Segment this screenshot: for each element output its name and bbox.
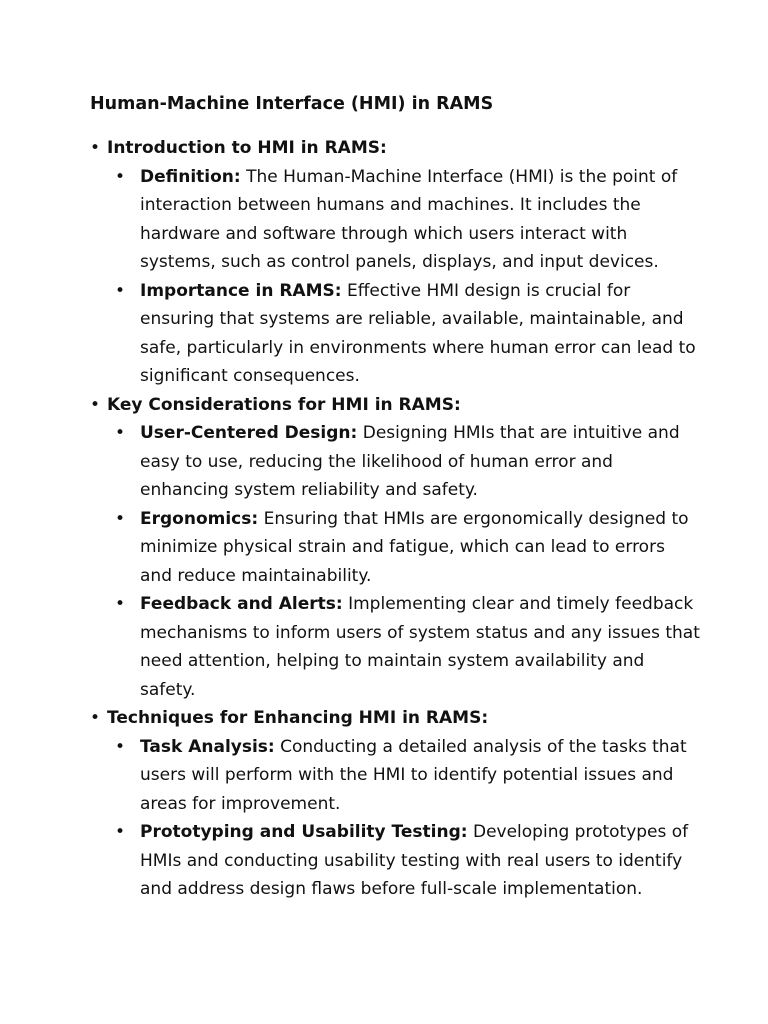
- bullet-icon: •: [115, 508, 126, 529]
- bullet-icon: •: [90, 394, 101, 415]
- section-list: [90, 134, 708, 904]
- list-item: [115, 505, 700, 591]
- bullet-icon: •: [115, 166, 126, 187]
- list-item: [115, 590, 700, 704]
- section-heading: Key Considerations for HMI in RAMS:: [107, 394, 461, 415]
- list-item: [115, 419, 700, 505]
- bullet-icon: •: [115, 822, 126, 842]
- item-term: Ergonomics:: [140, 508, 259, 529]
- item-text: Designing HMIs that are intuitive and easy to use, reducing the likelihood of human error and enhancing system reliability and safety.: [140, 423, 680, 500]
- item-text: Ensuring that HMIs are ergonomically designed to minimize physical strain and fatigue, which can lead to errors and reduce maintainability.: [140, 508, 689, 586]
- bullet-icon: •: [90, 138, 101, 158]
- bullet-icon: •: [115, 280, 126, 301]
- bullet-icon: •: [115, 736, 126, 757]
- item-text: Implementing clear and timely feedback mechanisms to inform users of system status and any issues that need attention, helping to maintain system availability and safety.: [140, 594, 700, 700]
- item-term: Definition:: [140, 166, 241, 187]
- bullet-icon: •: [115, 423, 126, 443]
- section-item: [90, 704, 708, 904]
- item-text: Developing prototypes of HMIs and conducting usability testing with real users to identify and address design flaws before full-scale implementation.: [140, 822, 689, 899]
- list-item: [115, 163, 700, 277]
- section-heading: Techniques for Enhancing HMI in RAMS:: [107, 708, 489, 728]
- list-item: [115, 277, 700, 391]
- section-heading: Introduction to HMI in RAMS:: [107, 138, 387, 158]
- subitem-list: [107, 419, 708, 704]
- item-term: Feedback and Alerts:: [140, 594, 343, 614]
- item-term: Prototyping and Usability Testing:: [140, 822, 468, 842]
- subitem-list: [107, 733, 708, 904]
- list-item: [115, 733, 700, 819]
- section-item: [90, 391, 708, 705]
- item-text: The Human-Machine Interface (HMI) is the point of interaction between humans and machines. It includes the hardware and software through which users interact with systems, such as control panels, displays, and input devices.: [140, 166, 678, 272]
- list-item: [115, 818, 700, 904]
- item-term: Task Analysis:: [140, 736, 275, 757]
- bullet-icon: •: [90, 708, 101, 728]
- item-term: User-Centered Design:: [140, 423, 358, 443]
- item-text: Conducting a detailed analysis of the tasks that users will perform with the HMI to identify potential issues and areas for improvement.: [140, 736, 687, 814]
- section-item: [90, 134, 708, 391]
- bullet-icon: •: [115, 594, 126, 614]
- subitem-list: [107, 163, 708, 391]
- item-term: Importance in RAMS:: [140, 280, 342, 301]
- item-text: Effective HMI design is crucial for ensuring that systems are reliable, available, maintainable, and safe, particularly in environments where human error can lead to significant consequences.: [140, 280, 696, 386]
- document-title: Human-Machine Interface (HMI) in RAMS: [90, 94, 494, 114]
